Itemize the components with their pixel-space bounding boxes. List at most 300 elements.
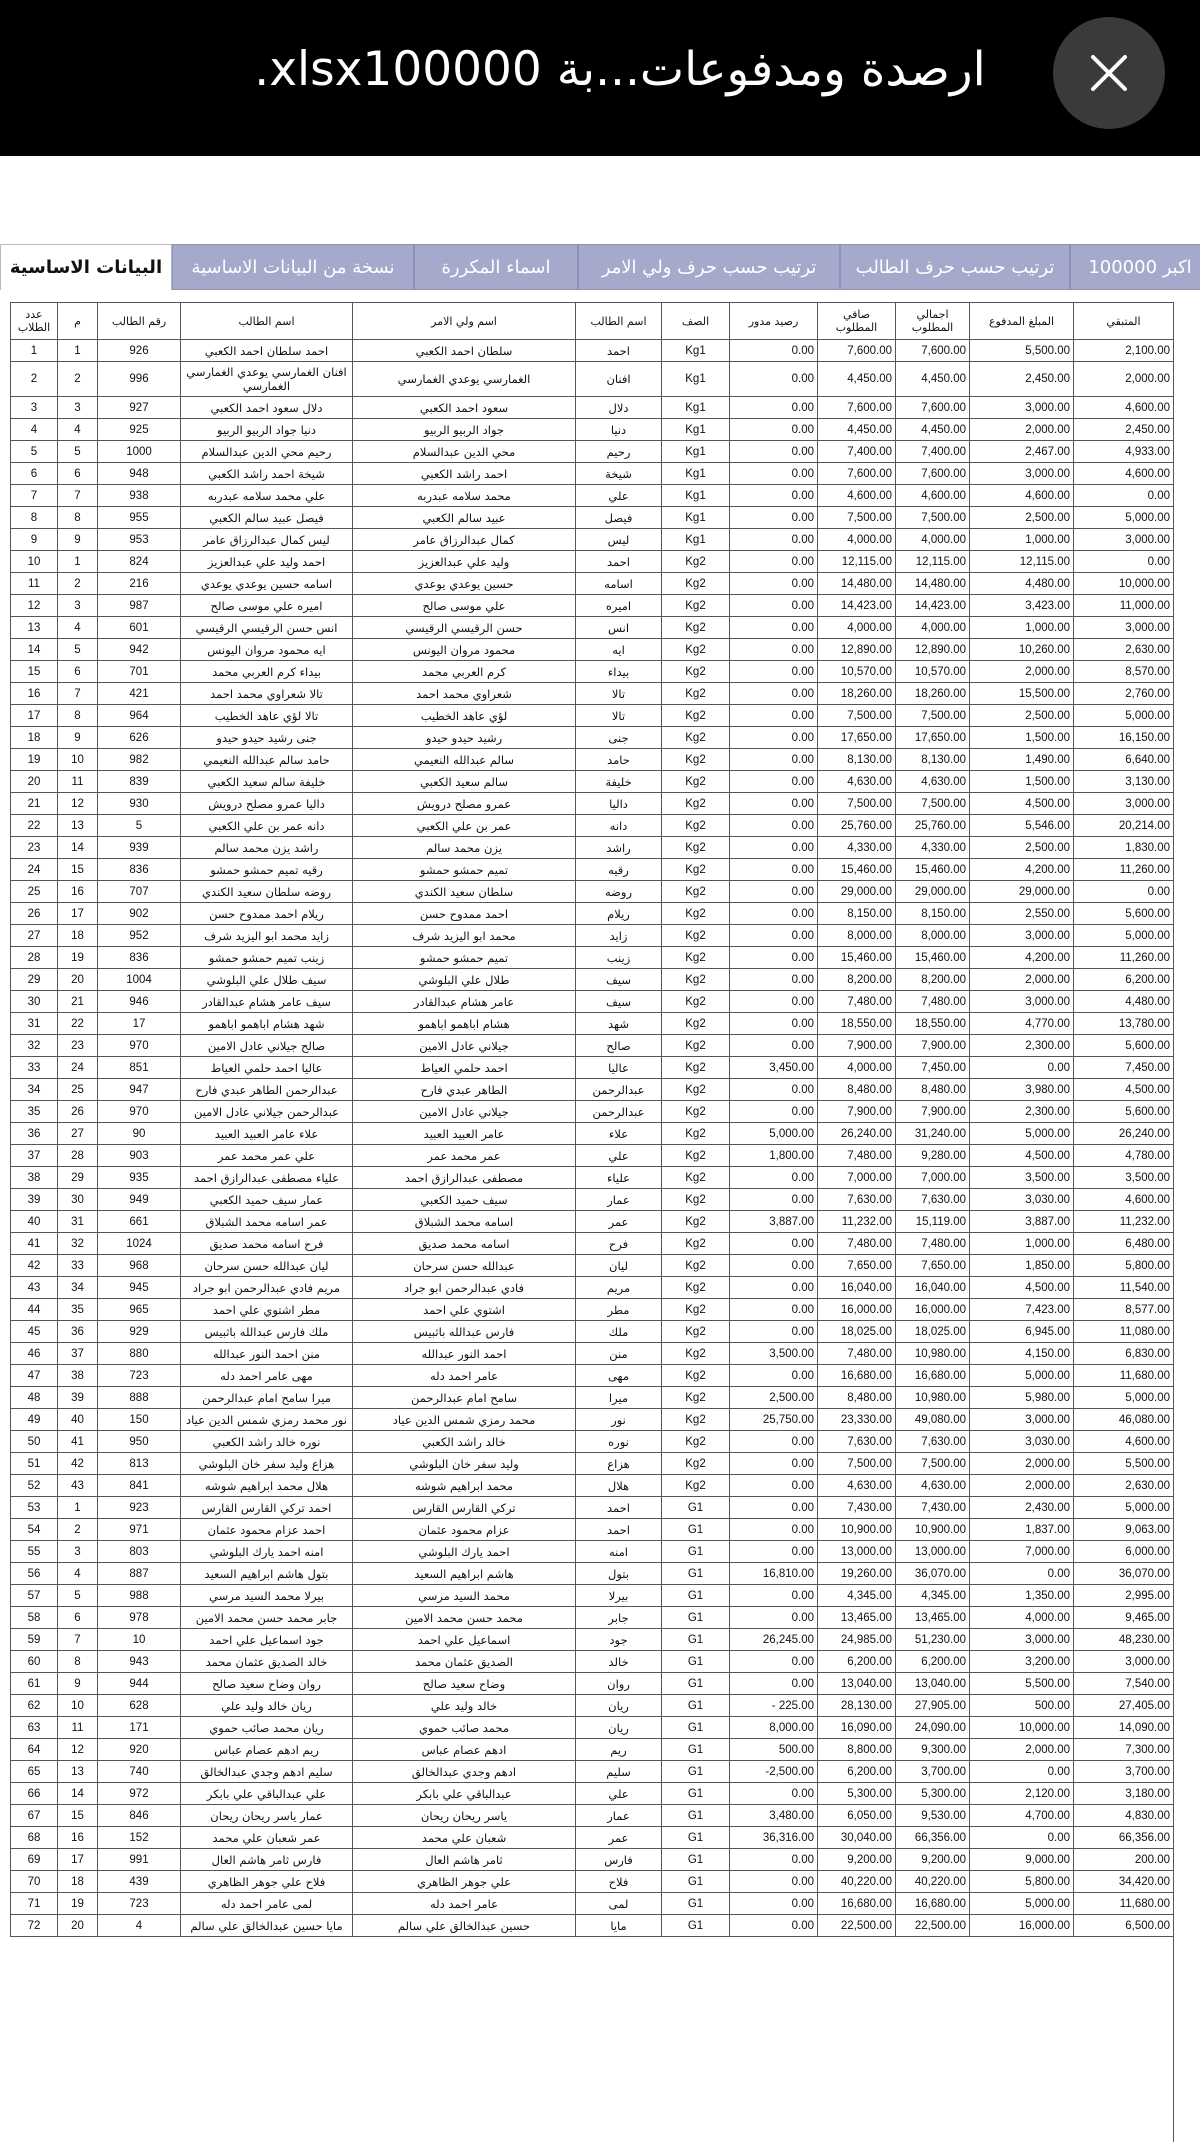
table-cell[interactable]: 12 (58, 1739, 98, 1761)
table-cell[interactable]: 17 (98, 1013, 181, 1035)
table-cell[interactable]: حامد سالم عبدالله النعيمي (181, 749, 353, 771)
table-cell[interactable]: 16,090.00 (818, 1717, 896, 1739)
table-cell[interactable]: دنيا (576, 419, 662, 441)
table-cell[interactable]: روضه سلطان سعيد الكندي (181, 881, 353, 903)
table-cell[interactable]: سليم ادهم وجدي عبدالخالق (181, 1761, 353, 1783)
table-cell[interactable]: سيف حميد الكعبي (353, 1189, 576, 1211)
table-cell[interactable]: Kg1 (662, 362, 730, 397)
table-cell[interactable]: فلاح علي جوهر الظاهري (181, 1871, 353, 1893)
table-cell[interactable]: 3,000.00 (1074, 617, 1174, 639)
table-cell[interactable]: G1 (662, 1651, 730, 1673)
table-cell[interactable]: 0.00 (730, 1585, 818, 1607)
table-cell[interactable]: 26,240.00 (1074, 1123, 1174, 1145)
table-cell[interactable]: 4,330.00 (818, 837, 896, 859)
table-cell[interactable]: 29,000.00 (896, 881, 970, 903)
table-cell[interactable]: Kg1 (662, 529, 730, 551)
table-cell[interactable]: 14 (58, 837, 98, 859)
table-cell[interactable]: 2,000.00 (1074, 362, 1174, 397)
table-cell[interactable]: سلطان احمد الكعبي (353, 340, 576, 362)
table-cell[interactable]: 3,700.00 (896, 1761, 970, 1783)
table-cell[interactable]: صالح جيلاني عادل الامين (181, 1035, 353, 1057)
table-cell[interactable]: 3,000.00 (970, 991, 1074, 1013)
table-cell[interactable]: علي (576, 1783, 662, 1805)
table-cell[interactable]: 6,640.00 (1074, 749, 1174, 771)
table-cell[interactable]: 200.00 (1074, 1849, 1174, 1871)
table-cell[interactable]: 17,650.00 (818, 727, 896, 749)
table-cell[interactable]: 41 (58, 1431, 98, 1453)
table-cell[interactable]: خالد راشد الكعبي (353, 1431, 576, 1453)
table-cell[interactable]: 10,000.00 (1074, 573, 1174, 595)
table-cell[interactable]: 1,350.00 (970, 1585, 1074, 1607)
table-cell[interactable]: 421 (98, 683, 181, 705)
table-cell[interactable]: 10,900.00 (896, 1519, 970, 1541)
table-cell[interactable]: 3,450.00 (730, 1057, 818, 1079)
table-cell[interactable]: 216 (98, 573, 181, 595)
table-cell[interactable]: علياء مصطفى عبدالرازق احمد (181, 1167, 353, 1189)
table-cell[interactable]: جيلاني عادل الامين (353, 1035, 576, 1057)
table-cell[interactable]: 34 (11, 1079, 58, 1101)
table-cell[interactable]: محمد السيد مرسي (353, 1585, 576, 1607)
table-cell[interactable]: 0.00 (730, 1497, 818, 1519)
table-cell[interactable]: 26,245.00 (730, 1629, 818, 1651)
table-cell[interactable]: حسين يوعدي يوعدي (353, 573, 576, 595)
table-cell[interactable]: 58 (11, 1607, 58, 1629)
table-cell[interactable]: 69 (11, 1849, 58, 1871)
table-cell[interactable]: 955 (98, 507, 181, 529)
table-cell[interactable]: 964 (98, 705, 181, 727)
table-cell[interactable]: 25,750.00 (730, 1409, 818, 1431)
table-cell[interactable]: ميرا (576, 1387, 662, 1409)
table-cell[interactable]: 0.00 (970, 1761, 1074, 1783)
table-cell[interactable]: Kg2 (662, 749, 730, 771)
table-cell[interactable]: 8 (58, 705, 98, 727)
table-cell[interactable]: ياسر ريحان ريحان (353, 1805, 576, 1827)
table-cell[interactable]: 18,550.00 (896, 1013, 970, 1035)
table-cell[interactable]: احمد سلطان احمد الكعبي (181, 340, 353, 362)
table-cell[interactable]: 14,423.00 (818, 595, 896, 617)
table-cell[interactable]: 946 (98, 991, 181, 1013)
table-cell[interactable]: 1,000.00 (970, 529, 1074, 551)
table-cell[interactable]: 10 (58, 749, 98, 771)
table-cell[interactable]: 5,000.00 (1074, 705, 1174, 727)
table-cell[interactable]: 5,500.00 (970, 340, 1074, 362)
table-cell[interactable]: 51 (11, 1453, 58, 1475)
table-cell[interactable]: 6 (58, 661, 98, 683)
table-cell[interactable]: 601 (98, 617, 181, 639)
table-cell[interactable]: 10,980.00 (896, 1343, 970, 1365)
table-cell[interactable]: 9,063.00 (1074, 1519, 1174, 1541)
table-cell[interactable]: 0.00 (730, 749, 818, 771)
table-cell[interactable]: 60 (11, 1651, 58, 1673)
table-cell[interactable]: خليفة (576, 771, 662, 793)
table-cell[interactable]: 40,220.00 (896, 1871, 970, 1893)
table-cell[interactable]: خليفة سالم سعيد الكعبي (181, 771, 353, 793)
table-cell[interactable]: 39 (11, 1189, 58, 1211)
table-cell[interactable]: 24,985.00 (818, 1629, 896, 1651)
table-cell[interactable]: 0.00 (730, 573, 818, 595)
table-cell[interactable]: عمر شعبان علي محمد (181, 1827, 353, 1849)
table-cell[interactable]: 62 (11, 1695, 58, 1717)
table-cell[interactable]: 0.00 (730, 859, 818, 881)
table-cell[interactable]: 0.00 (730, 705, 818, 727)
table-cell[interactable]: تالا شعراوي محمد احمد (181, 683, 353, 705)
table-cell[interactable]: ريم (576, 1739, 662, 1761)
table-cell[interactable]: شيخة (576, 463, 662, 485)
table-cell[interactable]: 7,900.00 (818, 1035, 896, 1057)
table-cell[interactable]: 8,800.00 (818, 1739, 896, 1761)
table-cell[interactable]: عبدالرحمن (576, 1079, 662, 1101)
table-cell[interactable]: 18,025.00 (896, 1321, 970, 1343)
table-cell[interactable]: محي الدين عبدالسلام (353, 441, 576, 463)
table-cell[interactable]: 32 (11, 1035, 58, 1057)
table-cell[interactable]: 0.00 (730, 1189, 818, 1211)
table-cell[interactable]: 22 (11, 815, 58, 837)
table-cell[interactable]: عمرو مصلح درويش (353, 793, 576, 815)
table-cell[interactable]: 16,000.00 (970, 1915, 1074, 1937)
table-cell[interactable]: هاشم ابراهيم السعيد (353, 1563, 576, 1585)
table-cell[interactable]: احمد (576, 1497, 662, 1519)
table-cell[interactable]: ريان محمد صائب حموي (181, 1717, 353, 1739)
table-cell[interactable]: Kg2 (662, 1299, 730, 1321)
table-cell[interactable]: 707 (98, 881, 181, 903)
table-cell[interactable]: 4,450.00 (896, 419, 970, 441)
table-cell[interactable]: 740 (98, 1761, 181, 1783)
table-cell[interactable]: 51,230.00 (896, 1629, 970, 1651)
table-cell[interactable]: 45 (11, 1321, 58, 1343)
table-cell[interactable]: 14,480.00 (818, 573, 896, 595)
table-cell[interactable]: Kg2 (662, 991, 730, 1013)
table-cell[interactable]: 6,050.00 (818, 1805, 896, 1827)
table-cell[interactable]: 9,200.00 (896, 1849, 970, 1871)
table-cell[interactable]: 971 (98, 1519, 181, 1541)
table-cell[interactable]: 7,480.00 (896, 991, 970, 1013)
table-cell[interactable]: G1 (662, 1695, 730, 1717)
table-cell[interactable]: 3 (11, 397, 58, 419)
table-cell[interactable]: 25 (58, 1079, 98, 1101)
table-cell[interactable]: 9 (58, 1673, 98, 1695)
table-cell[interactable]: اسامه (576, 573, 662, 595)
table-cell[interactable]: Kg2 (662, 771, 730, 793)
table-cell[interactable]: 10 (98, 1629, 181, 1651)
table-cell[interactable]: 7,600.00 (818, 340, 896, 362)
table-cell[interactable]: 0.00 (730, 1673, 818, 1695)
table-cell[interactable]: 29 (11, 969, 58, 991)
table-cell[interactable]: 5,600.00 (1074, 1035, 1174, 1057)
table-cell[interactable]: 16,150.00 (1074, 727, 1174, 749)
table-cell[interactable]: 925 (98, 419, 181, 441)
table-cell[interactable]: 0.00 (1074, 485, 1174, 507)
table-cell[interactable]: فارس ثامر هاشم العال (181, 1849, 353, 1871)
table-cell[interactable]: 965 (98, 1299, 181, 1321)
table-cell[interactable]: 7,900.00 (896, 1101, 970, 1123)
table-cell[interactable]: 7,430.00 (818, 1497, 896, 1519)
table-cell[interactable]: 7,630.00 (818, 1189, 896, 1211)
table-cell[interactable]: 38 (11, 1167, 58, 1189)
column-header[interactable]: عدد الطلاب (11, 303, 58, 340)
table-cell[interactable]: 0.00 (970, 1563, 1074, 1585)
table-cell[interactable]: لمى عامر احمد دله (181, 1893, 353, 1915)
table-cell[interactable]: 35 (11, 1101, 58, 1123)
table-cell[interactable]: 661 (98, 1211, 181, 1233)
table-cell[interactable]: روضه (576, 881, 662, 903)
table-cell[interactable]: 6,200.00 (818, 1651, 896, 1673)
table-cell[interactable]: 7,450.00 (896, 1057, 970, 1079)
table-cell[interactable]: 5,300.00 (896, 1783, 970, 1805)
table-cell[interactable]: 813 (98, 1453, 181, 1475)
table-cell[interactable]: 4,600.00 (1074, 463, 1174, 485)
table-cell[interactable]: دلال سعود احمد الكعبي (181, 397, 353, 419)
table-cell[interactable]: 996 (98, 362, 181, 397)
table-cell[interactable]: G1 (662, 1739, 730, 1761)
table-cell[interactable]: 4,500.00 (970, 1145, 1074, 1167)
table-cell[interactable]: 4,330.00 (896, 837, 970, 859)
table-cell[interactable]: 2,995.00 (1074, 1585, 1174, 1607)
table-cell[interactable]: 16 (58, 881, 98, 903)
table-cell[interactable]: انس (576, 617, 662, 639)
table-cell[interactable]: 7,650.00 (896, 1255, 970, 1277)
table-cell[interactable]: Kg2 (662, 1211, 730, 1233)
table-cell[interactable]: 4,200.00 (970, 947, 1074, 969)
table-cell[interactable]: 7,500.00 (896, 705, 970, 727)
table-cell[interactable]: 4,000.00 (896, 617, 970, 639)
table-cell[interactable]: 16,680.00 (896, 1365, 970, 1387)
table-cell[interactable]: -2,500.00 (730, 1761, 818, 1783)
table-cell[interactable]: G1 (662, 1563, 730, 1585)
table-cell[interactable]: 22 (58, 1013, 98, 1035)
table-cell[interactable]: 4,630.00 (818, 1475, 896, 1497)
table-cell[interactable]: امنه (576, 1541, 662, 1563)
table-cell[interactable]: 3,000.00 (970, 1629, 1074, 1651)
table-cell[interactable]: 439 (98, 1871, 181, 1893)
table-cell[interactable]: تالا (576, 705, 662, 727)
table-cell[interactable]: 4,150.00 (970, 1343, 1074, 1365)
table-cell[interactable]: وضاح سعيد صالح (353, 1673, 576, 1695)
table-cell[interactable]: 2,450.00 (1074, 419, 1174, 441)
column-header[interactable]: رقم الطالب (98, 303, 181, 340)
table-cell[interactable]: 3,980.00 (970, 1079, 1074, 1101)
table-cell[interactable]: ادهم وجدي عبدالخالق (353, 1761, 576, 1783)
table-cell[interactable]: 20 (58, 969, 98, 991)
table-cell[interactable]: 1004 (98, 969, 181, 991)
table-cell[interactable]: خالد الصديق عثمان محمد (181, 1651, 353, 1673)
table-cell[interactable]: 17,650.00 (896, 727, 970, 749)
table-cell[interactable]: 9,200.00 (818, 1849, 896, 1871)
table-cell[interactable]: احمد (576, 551, 662, 573)
table-cell[interactable]: 0.00 (730, 837, 818, 859)
table-cell[interactable]: عمر اسامه محمد الشبلاق (181, 1211, 353, 1233)
table-cell[interactable]: 8 (58, 507, 98, 529)
table-cell[interactable]: ليس كمال عبدالرزاق عامر (181, 529, 353, 551)
table-cell[interactable]: فارس (576, 1849, 662, 1871)
table-cell[interactable]: 880 (98, 1343, 181, 1365)
table-cell[interactable]: 65 (11, 1761, 58, 1783)
table-cell[interactable]: 16,680.00 (818, 1365, 896, 1387)
table-cell[interactable]: 152 (98, 1827, 181, 1849)
table-cell[interactable]: 3,500.00 (1074, 1167, 1174, 1189)
table-cell[interactable]: 1 (58, 1497, 98, 1519)
table-cell[interactable]: 939 (98, 837, 181, 859)
table-cell[interactable]: 938 (98, 485, 181, 507)
table-cell[interactable]: 0.00 (730, 551, 818, 573)
table-cell[interactable]: 1,000.00 (970, 617, 1074, 639)
table-cell[interactable]: 22,500.00 (896, 1915, 970, 1937)
table-cell[interactable]: Kg2 (662, 1013, 730, 1035)
table-cell[interactable]: مايا حسين عبدالخالق علي سالم (181, 1915, 353, 1937)
table-cell[interactable]: 4,630.00 (818, 771, 896, 793)
table-cell[interactable]: 23 (11, 837, 58, 859)
table-cell[interactable]: 11,260.00 (1074, 859, 1174, 881)
table-cell[interactable]: شعبان علي محمد (353, 1827, 576, 1849)
table-cell[interactable]: 11,232.00 (1074, 1211, 1174, 1233)
table-cell[interactable]: سعود احمد الكعبي (353, 397, 576, 419)
table-cell[interactable]: 14 (11, 639, 58, 661)
table-cell[interactable]: 7 (58, 485, 98, 507)
table-cell[interactable]: سالم عبدالله النعيمي (353, 749, 576, 771)
table-cell[interactable]: رشيد حيدو حيدو (353, 727, 576, 749)
table-cell[interactable]: شهد (576, 1013, 662, 1035)
table-cell[interactable]: 7,900.00 (896, 1035, 970, 1057)
table-cell[interactable]: منن احمد النور عبدالله (181, 1343, 353, 1365)
table-cell[interactable]: 40 (58, 1409, 98, 1431)
table-cell[interactable]: 7,500.00 (818, 507, 896, 529)
table-cell[interactable]: 836 (98, 947, 181, 969)
table-cell[interactable]: 4 (98, 1915, 181, 1937)
table-cell[interactable]: 9,300.00 (896, 1739, 970, 1761)
table-cell[interactable]: 6,830.00 (1074, 1343, 1174, 1365)
table-cell[interactable]: رحيم محي الدين عبدالسلام (181, 441, 353, 463)
table-cell[interactable]: 3,130.00 (1074, 771, 1174, 793)
column-header[interactable]: اسم ولي الامر (353, 303, 576, 340)
table-cell[interactable]: 4,450.00 (818, 362, 896, 397)
table-cell[interactable]: 25 (11, 881, 58, 903)
table-cell[interactable]: 4 (58, 1563, 98, 1585)
table-cell[interactable]: 7,480.00 (818, 991, 896, 1013)
table-cell[interactable]: 19 (58, 947, 98, 969)
table-cell[interactable]: 6 (58, 463, 98, 485)
table-cell[interactable]: 903 (98, 1145, 181, 1167)
table-cell[interactable]: 18 (58, 1871, 98, 1893)
table-cell[interactable]: Kg2 (662, 1057, 730, 1079)
table-cell[interactable]: 3 (58, 1541, 98, 1563)
table-cell[interactable]: 2,430.00 (970, 1497, 1074, 1519)
table-cell[interactable]: عمار سيف حميد الكعبي (181, 1189, 353, 1211)
table-cell[interactable]: 36,070.00 (896, 1563, 970, 1585)
table-cell[interactable]: 846 (98, 1805, 181, 1827)
table-cell[interactable]: 991 (98, 1849, 181, 1871)
table-cell[interactable]: 28 (58, 1145, 98, 1167)
table-cell[interactable]: 2,550.00 (970, 903, 1074, 925)
table-cell[interactable]: محمد صائب حموي (353, 1717, 576, 1739)
table-cell[interactable]: Kg2 (662, 815, 730, 837)
table-cell[interactable]: 1 (58, 551, 98, 573)
table-cell[interactable]: 9,280.00 (896, 1145, 970, 1167)
table-cell[interactable]: 12,890.00 (896, 639, 970, 661)
table-cell[interactable]: 978 (98, 1607, 181, 1629)
table-cell[interactable]: جنى (576, 727, 662, 749)
table-cell[interactable]: 2,300.00 (970, 1101, 1074, 1123)
table-cell[interactable]: 21 (11, 793, 58, 815)
table-cell[interactable]: 4,700.00 (970, 1805, 1074, 1827)
table-cell[interactable]: احمد (576, 1519, 662, 1541)
table-cell[interactable]: 8,130.00 (818, 749, 896, 771)
table-cell[interactable]: مريم فادي عبدالرحمن ابو جراد (181, 1277, 353, 1299)
table-cell[interactable]: 18,550.00 (818, 1013, 896, 1035)
table-cell[interactable]: حامد (576, 749, 662, 771)
table-cell[interactable]: 4,770.00 (970, 1013, 1074, 1035)
table-cell[interactable]: 1,000.00 (970, 1233, 1074, 1255)
table-cell[interactable]: 26 (11, 903, 58, 925)
table-cell[interactable]: 7,630.00 (818, 1431, 896, 1453)
table-cell[interactable]: 0.00 (730, 1167, 818, 1189)
table-cell[interactable]: 7,430.00 (896, 1497, 970, 1519)
table-cell[interactable]: Kg2 (662, 1189, 730, 1211)
table-cell[interactable]: 4,500.00 (970, 793, 1074, 815)
table-cell[interactable]: 6,200.00 (818, 1761, 896, 1783)
table-cell[interactable]: عامر احمد دله (353, 1365, 576, 1387)
table-cell[interactable]: Kg2 (662, 573, 730, 595)
table-cell[interactable]: 11,540.00 (1074, 1277, 1174, 1299)
table-cell[interactable]: 31,240.00 (896, 1123, 970, 1145)
table-cell[interactable]: 16,000.00 (818, 1299, 896, 1321)
table-cell[interactable]: 3,887.00 (970, 1211, 1074, 1233)
table-cell[interactable]: 48 (11, 1387, 58, 1409)
table-cell[interactable]: 628 (98, 1695, 181, 1717)
table-cell[interactable]: 27 (58, 1123, 98, 1145)
table-cell[interactable]: 0.00 (730, 1233, 818, 1255)
table-cell[interactable]: ملك (576, 1321, 662, 1343)
table-cell[interactable]: Kg2 (662, 1035, 730, 1057)
table-cell[interactable]: 13,000.00 (818, 1541, 896, 1563)
table-cell[interactable]: 10,570.00 (896, 661, 970, 683)
table-cell[interactable]: 5,000.00 (730, 1123, 818, 1145)
table-cell[interactable]: 13,465.00 (896, 1607, 970, 1629)
table-cell[interactable]: 0.00 (730, 661, 818, 683)
table-cell[interactable]: 0.00 (730, 1519, 818, 1541)
table-cell[interactable]: مهى عامر احمد دله (181, 1365, 353, 1387)
table-cell[interactable]: G1 (662, 1871, 730, 1893)
table-cell[interactable]: 49,080.00 (896, 1409, 970, 1431)
table-cell[interactable]: علي جوهر الظاهري (353, 1871, 576, 1893)
table-cell[interactable]: Kg2 (662, 1475, 730, 1497)
table-cell[interactable]: 2,000.00 (970, 1475, 1074, 1497)
table-cell[interactable]: زايد محمد ابو اليزيد شرف (181, 925, 353, 947)
table-cell[interactable]: 18,025.00 (818, 1321, 896, 1343)
table-cell[interactable]: 7,600.00 (896, 397, 970, 419)
table-cell[interactable]: وليد علي عبدالعزيز (353, 551, 576, 573)
table-cell[interactable]: 0.00 (730, 1915, 818, 1937)
table-cell[interactable]: 9 (58, 727, 98, 749)
table-cell[interactable]: احمد وليد علي عبدالعزيز (181, 551, 353, 573)
table-cell[interactable]: سليم (576, 1761, 662, 1783)
table-cell[interactable]: 8,480.00 (818, 1079, 896, 1101)
table-cell[interactable]: Kg2 (662, 683, 730, 705)
table-cell[interactable]: 0.00 (730, 1299, 818, 1321)
table-cell[interactable]: - 225.00 (730, 1695, 818, 1717)
table-cell[interactable]: 5,000.00 (1074, 925, 1174, 947)
table-cell[interactable]: 0.00 (730, 397, 818, 419)
table-cell[interactable]: Kg2 (662, 1233, 730, 1255)
table-cell[interactable]: 43 (11, 1277, 58, 1299)
table-cell[interactable]: علاء عامر العبيد العبيد (181, 1123, 353, 1145)
table-cell[interactable]: 1024 (98, 1233, 181, 1255)
table-cell[interactable]: Kg2 (662, 595, 730, 617)
table-cell[interactable]: 4,500.00 (1074, 1079, 1174, 1101)
table-cell[interactable]: دانه عمر بن علي الكعبي (181, 815, 353, 837)
table-cell[interactable]: Kg2 (662, 727, 730, 749)
table-cell[interactable]: 5,000.00 (970, 1893, 1074, 1915)
table-cell[interactable]: 1 (11, 340, 58, 362)
table-cell[interactable]: 4,345.00 (818, 1585, 896, 1607)
